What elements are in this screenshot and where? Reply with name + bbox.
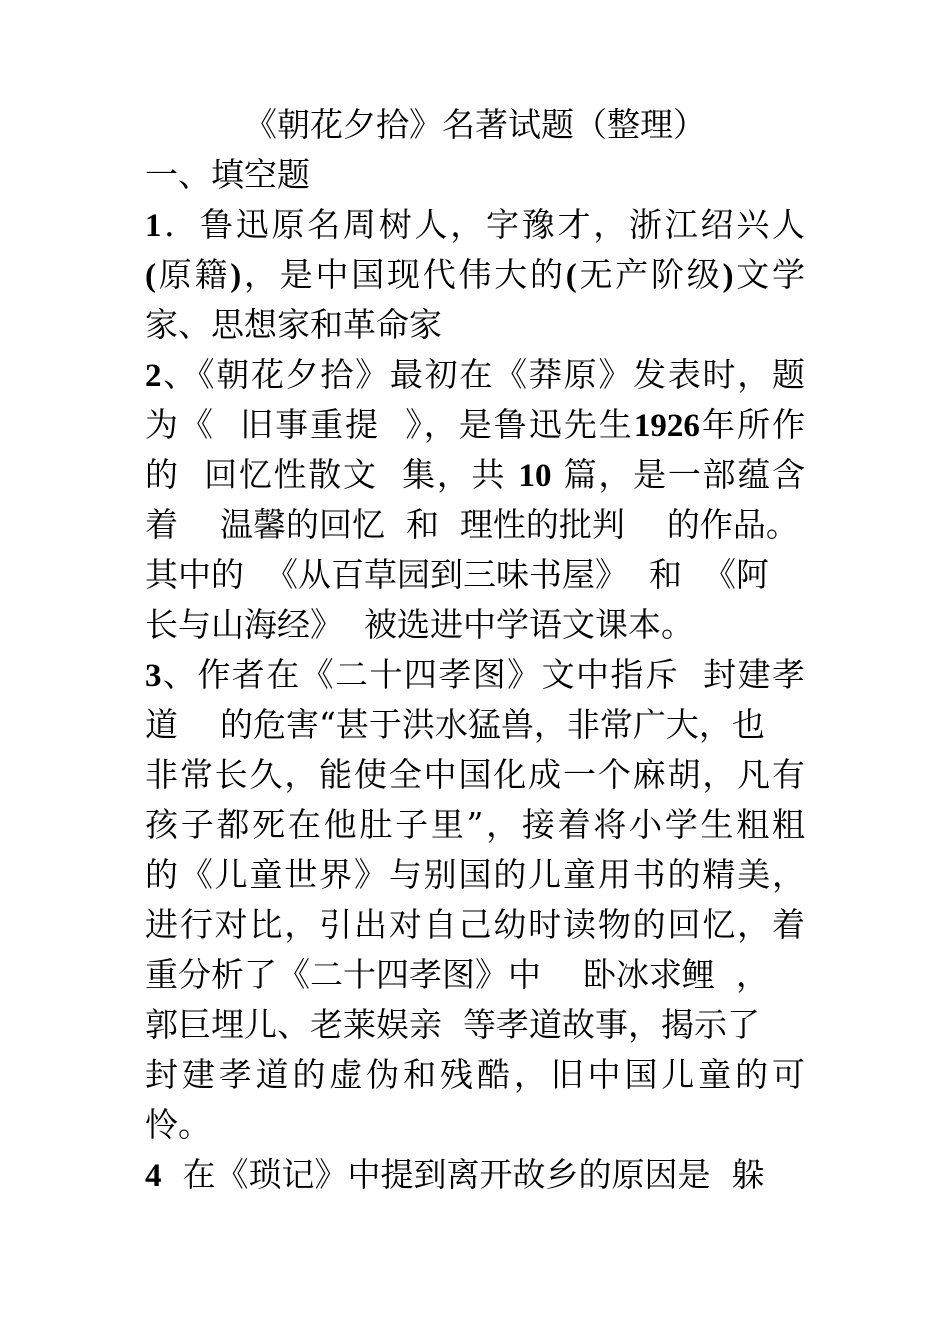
q3-line-10: 怜。 xyxy=(145,1105,211,1144)
q3-line-7: 重分析了《二十四孝图》中 卧冰求鲤 ， xyxy=(145,955,769,994)
q3-line-8: 郭巨埋儿、老莱娱亲 等孝道故事，揭示了 xyxy=(145,1005,760,1044)
q2-year: 1926 xyxy=(633,408,700,444)
q3-line-5: 的《儿童世界》与别国的儿童用书的精美， xyxy=(145,855,805,894)
q3-line-9: 封建孝道的虚伪和残酷，旧中国儿童的可 xyxy=(145,1055,805,1094)
q2-text-2: 为《 旧事重提 》，是鲁迅先生 xyxy=(145,405,634,444)
q2-text-1: 、《朝花夕拾》最初在《莽原》发表时，题 xyxy=(161,355,805,394)
q3-number: 3 xyxy=(145,658,162,694)
q1-origin: 原籍 xyxy=(156,255,231,294)
q1-paren-open-2: ( xyxy=(565,258,577,294)
q2-number: 2 xyxy=(145,358,162,394)
document-title: 《朝花夕拾》名著试题（整理） xyxy=(244,105,706,144)
q2-line-2 xyxy=(145,400,805,451)
q2-line-3 xyxy=(145,450,805,501)
q1-class: 无产阶级 xyxy=(576,255,723,294)
q3-line-3: 非常长久，能使全中国化成一个麻胡，凡有 xyxy=(145,755,805,794)
q4-line-1 xyxy=(145,1150,805,1201)
section-heading: 一、填空题 xyxy=(145,155,310,194)
q1-line-3: 家、思想家和革命家 xyxy=(145,305,442,344)
q2-line-4: 着 温馨的回忆 和 理性的批判 的作品。 xyxy=(145,505,799,544)
q2-line-6: 长与山海经》 被选进中学语文课本。 xyxy=(145,605,694,644)
q3-text-1: 、作者在《二十四孝图》文中指斥 封建孝 xyxy=(161,655,805,694)
q3-line-1 xyxy=(145,650,805,701)
q1-line-1 xyxy=(145,200,805,251)
q2-text-4: 的 回忆性散文 集，共 xyxy=(145,455,519,494)
q4-number: 4 xyxy=(145,1158,162,1194)
q4-text-1: 在《琐记》中提到离开故乡的原因是 躲 xyxy=(161,1155,765,1194)
q1-text-3: 文学 xyxy=(733,255,805,294)
q1-text-1: ．鲁迅原名周树人，字豫才，浙江绍兴人 xyxy=(161,205,805,244)
q1-line-2 xyxy=(145,250,805,301)
q1-paren-close-2: ) xyxy=(722,258,734,294)
q1-text-2: ，是中国现代伟大的 xyxy=(241,255,566,294)
q2-line-5: 其中的 《从百草园到三味书屋》 和 《阿 xyxy=(145,555,769,594)
q1-number: 1 xyxy=(145,208,162,244)
q3-line-6: 进行对比，引出对自己幼时读物的回忆，着 xyxy=(145,905,805,944)
q3-line-4: 孩子都死在他肚子里”，接着将小学生粗粗 xyxy=(145,805,805,844)
q2-text-5: 篇，是一部蕴含 xyxy=(551,455,805,494)
q2-line-1 xyxy=(145,350,805,401)
q2-text-3: 年所作 xyxy=(699,405,806,444)
q3-line-2: 道 的危害“甚于洪水猛兽，非常广大，也 xyxy=(145,705,765,744)
q1-paren-close: ) xyxy=(230,258,242,294)
q2-count: 10 xyxy=(518,458,552,494)
q1-paren-open: ( xyxy=(145,258,156,294)
